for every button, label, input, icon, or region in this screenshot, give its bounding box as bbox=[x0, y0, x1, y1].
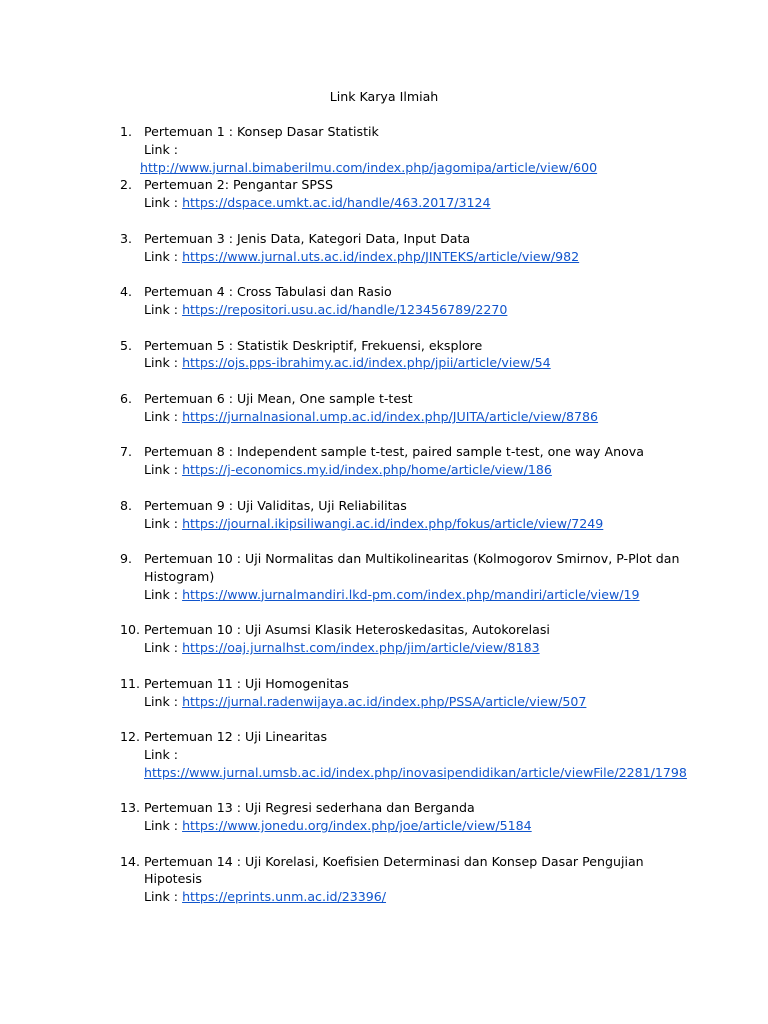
list-item bbox=[118, 728, 698, 781]
item-number: 8. bbox=[120, 497, 133, 513]
reference-list bbox=[118, 123, 698, 924]
link-label: Link : bbox=[144, 889, 179, 905]
document-title: Link Karya Ilmiah bbox=[329, 89, 439, 104]
item-number: 11. bbox=[120, 675, 141, 691]
item-number: 13. bbox=[120, 800, 141, 816]
list-item bbox=[118, 443, 698, 479]
list-item bbox=[118, 283, 698, 319]
list-item bbox=[118, 337, 698, 373]
item-number: 10. bbox=[120, 622, 141, 638]
list-item bbox=[118, 550, 698, 603]
link-label: Link : bbox=[144, 248, 179, 264]
link-label: Link : bbox=[144, 515, 179, 531]
item-heading: Pertemuan 9 : Uji Validitas, Uji Reliabilitas bbox=[144, 497, 407, 513]
article-link[interactable]: https://eprints.unm.ac.id/23396/ bbox=[182, 889, 387, 905]
item-number: 12. bbox=[120, 729, 141, 745]
link-label: Link : bbox=[144, 195, 179, 211]
article-link[interactable]: https://repositori.usu.ac.id/handle/123456789/2270 bbox=[182, 301, 508, 317]
item-number: 5. bbox=[120, 337, 133, 353]
list-item bbox=[118, 176, 698, 212]
item-heading: Pertemuan 11 : Uji Homogenitas bbox=[144, 675, 349, 691]
article-link[interactable]: https://j-economics.my.id/index.php/home/article/view/186 bbox=[182, 462, 552, 478]
link-label: Link : bbox=[144, 693, 179, 709]
item-heading: Pertemuan 3 : Jenis Data, Kategori Data, Input Data bbox=[144, 230, 471, 246]
link-label: Link : bbox=[144, 640, 179, 656]
item-number: 9. bbox=[120, 551, 133, 567]
list-item bbox=[118, 853, 698, 906]
item-heading: Pertemuan 5 : Statistik Deskriptif, Frekuensi, eksplore bbox=[144, 337, 483, 353]
item-heading: Pertemuan 4 : Cross Tabulasi dan Rasio bbox=[144, 284, 392, 300]
article-link[interactable]: https://www.jonedu.org/index.php/joe/article/view/5184 bbox=[182, 818, 532, 834]
item-heading: Pertemuan 14 : Uji Korelasi, Koefisien Determinasi dan Konsep Dasar Pengujian Hipotesis bbox=[144, 853, 644, 887]
article-link[interactable]: https://oaj.jurnalhst.com/index.php/jim/article/view/8183 bbox=[182, 640, 540, 656]
item-heading: Pertemuan 8 : Independent sample t-test, paired sample t-test, one way Anova bbox=[144, 444, 644, 460]
link-label: Link : bbox=[144, 355, 179, 371]
link-label: Link : bbox=[144, 746, 179, 762]
item-heading: Pertemuan 2: Pengantar SPSS bbox=[144, 177, 333, 193]
article-link[interactable]: https://jurnal.radenwijaya.ac.id/index.php/PSSA/article/view/507 bbox=[182, 693, 587, 709]
article-link[interactable]: https://www.jurnalmandiri.lkd-pm.com/index.php/mandiri/article/view/19 bbox=[182, 586, 640, 602]
article-link[interactable]: https://journal.ikipsiliwangi.ac.id/index.php/fokus/article/view/7249 bbox=[182, 515, 604, 531]
list-item bbox=[118, 123, 698, 176]
link-label: Link : bbox=[144, 818, 179, 834]
item-heading: Pertemuan 1 : Konsep Dasar Statistik bbox=[144, 124, 379, 139]
list-item bbox=[118, 675, 698, 711]
article-link[interactable]: https://jurnalnasional.ump.ac.id/index.php/JUITA/article/view/8786 bbox=[182, 408, 599, 424]
item-heading: Pertemuan 10 : Uji Normalitas dan Multikolinearitas (Kolmogorov Smirnov, P-Plot dan Histogram) bbox=[144, 551, 680, 584]
item-number: 7. bbox=[120, 444, 133, 460]
item-heading: Pertemuan 10 : Uji Asumsi Klasik Heteroskedasitas, Autokorelasi bbox=[144, 622, 550, 638]
list-item bbox=[118, 390, 698, 426]
item-number: 3. bbox=[120, 230, 133, 246]
item-heading: Pertemuan 12 : Uji Linearitas bbox=[144, 729, 328, 745]
list-item bbox=[118, 621, 698, 657]
link-label: Link : bbox=[144, 462, 179, 478]
item-number: 2. bbox=[120, 177, 133, 193]
item-number: 1. bbox=[120, 124, 133, 139]
article-link[interactable]: http://www.jurnal.bimaberilmu.com/index.php/jagomipa/article/view/600 bbox=[140, 159, 598, 175]
article-link[interactable]: https://www.jurnal.umsb.ac.id/index.php/inovasipendidikan/article/viewFile/2281/1798 bbox=[144, 764, 687, 780]
item-heading: Pertemuan 13 : Uji Regresi sederhana dan Berganda bbox=[144, 800, 475, 816]
article-link[interactable]: https://ojs.pps-ibrahimy.ac.id/index.php/jpii/article/view/54 bbox=[182, 355, 551, 371]
item-number: 6. bbox=[120, 390, 133, 406]
link-label: Link : bbox=[144, 141, 179, 157]
article-link[interactable]: https://www.jurnal.uts.ac.id/index.php/JINTEKS/article/view/982 bbox=[182, 248, 580, 264]
list-item bbox=[118, 497, 698, 533]
item-number: 4. bbox=[120, 284, 133, 300]
item-heading: Pertemuan 6 : Uji Mean, One sample t-test bbox=[144, 390, 413, 406]
list-item bbox=[118, 799, 698, 835]
list-item bbox=[118, 230, 698, 266]
link-label: Link : bbox=[144, 408, 179, 424]
link-label: Link : bbox=[144, 301, 179, 317]
item-number: 14. bbox=[120, 853, 141, 869]
link-label: Link : bbox=[144, 586, 179, 602]
article-link[interactable]: https://dspace.umkt.ac.id/handle/463.2017/3124 bbox=[182, 195, 491, 211]
